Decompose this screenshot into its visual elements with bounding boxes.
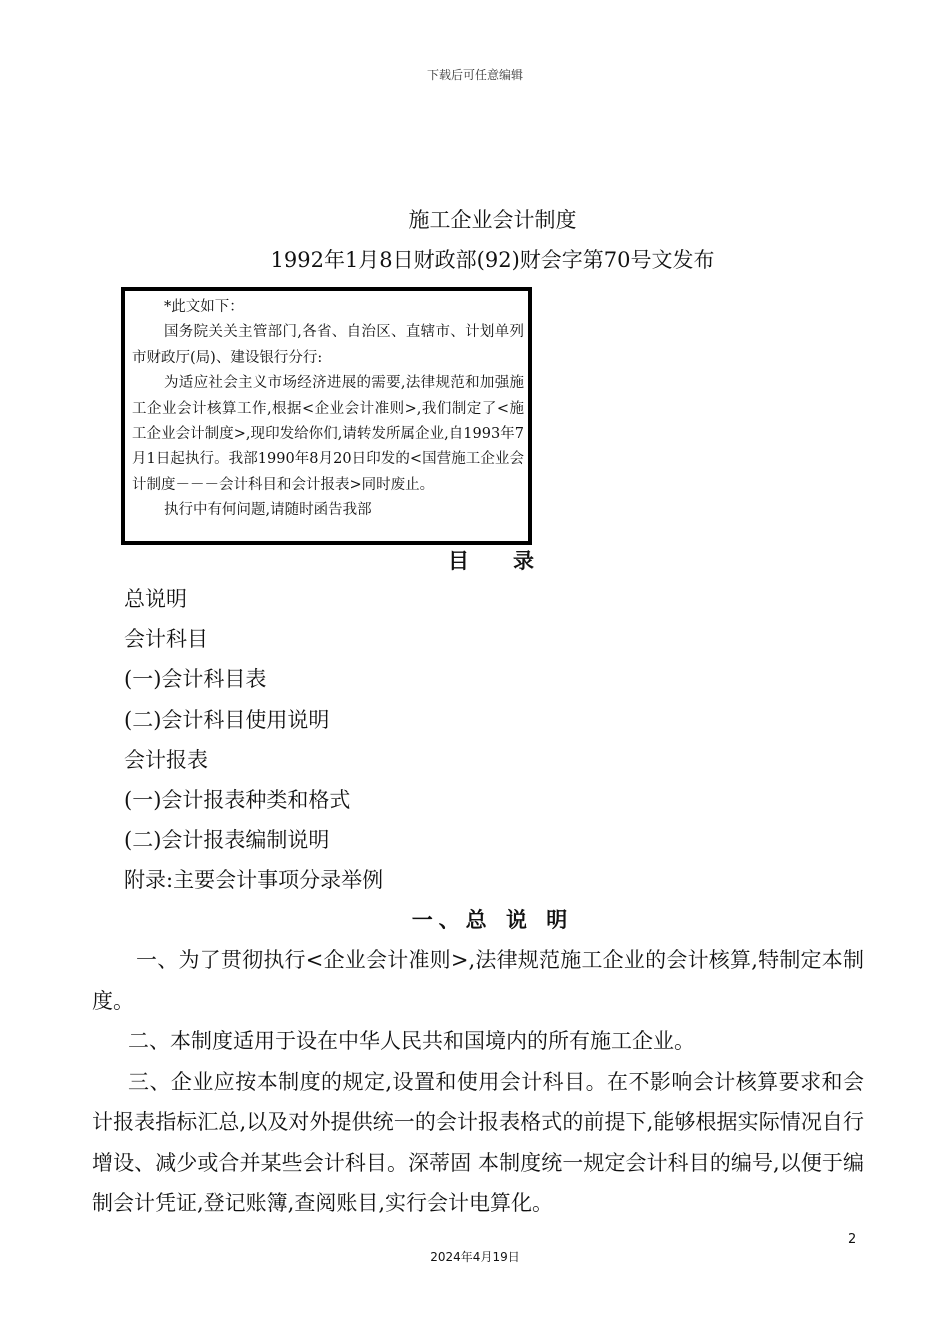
section-body	[92, 940, 864, 1224]
toc-heading: 目录	[448, 548, 578, 573]
notice-intro: *此文如下：	[164, 299, 244, 315]
footer-date: 2024年4月19日	[430, 1250, 520, 1264]
header-note: 下载后可任意编辑	[426, 68, 523, 82]
toc-item: (一)会计科目表	[124, 667, 267, 692]
toc-item: 总说明	[124, 587, 187, 611]
document-subtitle: 1992年1月8日财政部(92)财会字第70号文发布	[270, 248, 715, 272]
section-heading: 一、总 说 明	[411, 907, 574, 932]
notice-addressees: 国务院关关主管部门,各省、自治区、直辖市、计划单列市财政厅(局)、建设银行分行:	[132, 324, 524, 366]
toc-item: 会计报表	[124, 747, 208, 772]
body-paragraph: 一、为了贯彻执行<企业会计准则>,法律规范施工企业的会计核算,特制定本制度。	[92, 948, 864, 1013]
table-of-contents	[124, 580, 383, 902]
notice-body: 为适应社会主义市场经济进展的需要,法律规范和加强施工企业会计核算工作,根据<企业会计准则>,我们制定了<施工企业会计制度>,现印发给你们,请转发所属企业,自1993年7月1日起执行。我部1990年8月20日印发的<国营施工企业会计制度－－－会计科目和会计报表>同时废止。	[132, 375, 524, 493]
toc-item: (一)会计报表种类和格式	[124, 787, 351, 812]
body-paragraph: 三、企业应按本制度的规定,设置和使用会计科目。在不影响会计核算要求和会计报表指标汇总,以及对外提供统一的会计报表格式的前提下,能够根据实际情况自行增设、减少或合并某些会计科目。深蒂固 本制度统一规定会计科目的编号,以便于编制会计凭证,登记账簿,查阅账目,实行会计电算化。	[92, 1069, 864, 1215]
toc-item: (二)会计科目使用说明	[124, 707, 330, 732]
toc-item: 附录:主要会计事项分录举例	[124, 868, 384, 893]
toc-item: (二)会计报表编制说明	[124, 828, 330, 853]
notice-box	[121, 287, 532, 545]
document-title: 施工企业会计制度	[408, 208, 577, 232]
toc-item: 会计科目	[124, 627, 208, 652]
notice-closing: 执行中有何问题,请随时函告我部	[164, 502, 372, 519]
body-paragraph: 二、本制度适用于设在中华人民共和国境内的所有施工企业。	[128, 1029, 695, 1053]
page-number: 2	[848, 1232, 857, 1247]
